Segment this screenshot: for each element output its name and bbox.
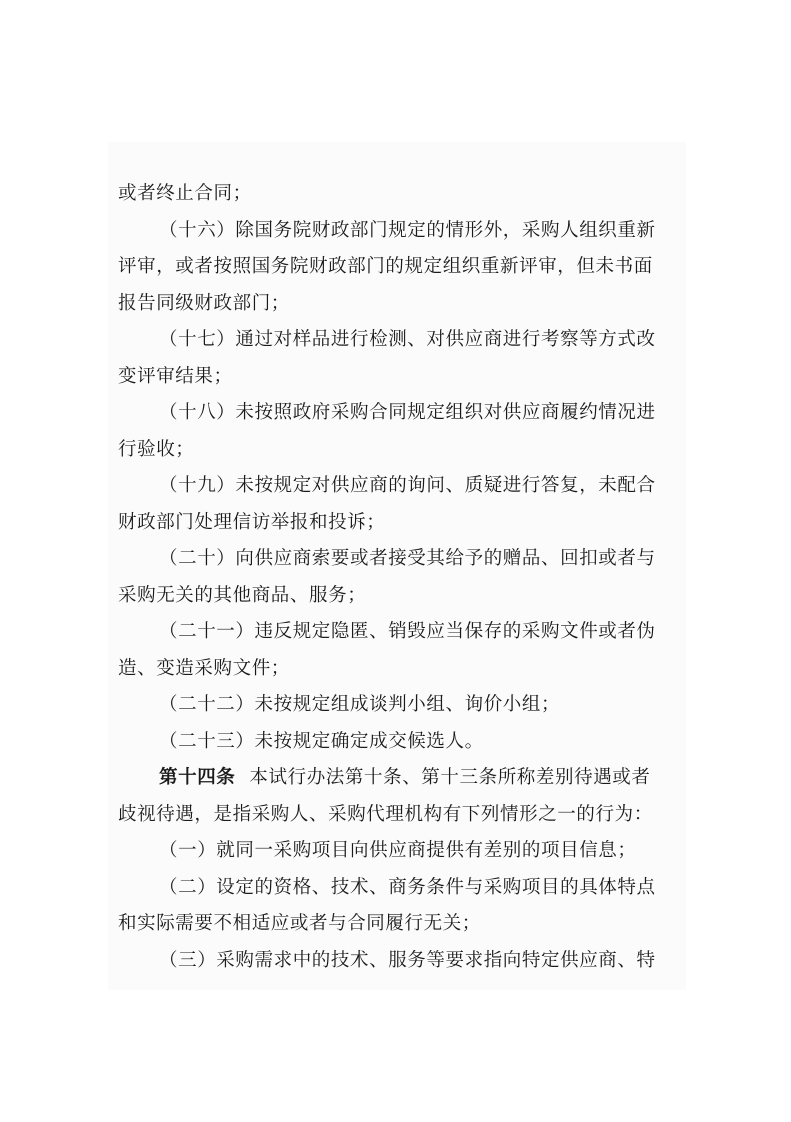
line-text: 报告同级财政部门； bbox=[118, 292, 290, 314]
text-line bbox=[118, 797, 686, 834]
text-line bbox=[118, 943, 686, 980]
text-line bbox=[118, 760, 686, 797]
line-text: （十八）未按照政府采购合同规定组织对供应商履约情况进 bbox=[159, 402, 656, 423]
text-line bbox=[118, 505, 686, 542]
text-line bbox=[118, 468, 686, 505]
line-text: 变评审结果； bbox=[118, 365, 233, 387]
line-text: （十六）除国务院财政部门规定的情形外，采购人组织重新 bbox=[159, 219, 656, 241]
line-text: （二十三）未按规定确定成交候选人。 bbox=[159, 730, 484, 752]
line-text: 本试行办法第十条、第十三条所称差别待遇或者 bbox=[249, 767, 651, 788]
text-line bbox=[118, 249, 686, 286]
line-text: （二）设定的资格、技术、商务条件与采购项目的具体特点 bbox=[159, 876, 656, 898]
line-text: 行验收； bbox=[118, 438, 195, 460]
line-text: 财政部门处理信访举报和投诉； bbox=[118, 511, 386, 533]
line-text: （二十二）未按规定组成谈判小组、询价小组； bbox=[159, 694, 561, 715]
text-line bbox=[118, 687, 686, 724]
text-line bbox=[118, 833, 686, 870]
line-text: 和实际需要不相适应或者与合同履行无关； bbox=[118, 913, 481, 934]
line-text: （十七）通过对样品进行检测、对供应商进行考察等方式改 bbox=[159, 329, 656, 350]
text-line bbox=[118, 359, 686, 396]
line-text: 造、变造采购文件； bbox=[118, 657, 290, 679]
text-line bbox=[118, 432, 686, 469]
line-text: 评审，或者按照国务院财政部门的规定组织重新评审，但未书面 bbox=[118, 256, 653, 277]
line-text: 或者终止合同； bbox=[118, 183, 252, 204]
line-text: 歧视待遇，是指采购人、采购代理机构有下列情形之一的行为： bbox=[118, 803, 653, 825]
text-line bbox=[118, 286, 686, 323]
text-line bbox=[118, 213, 686, 250]
text-line bbox=[118, 614, 686, 651]
text-line bbox=[118, 578, 686, 615]
text-line bbox=[118, 176, 686, 213]
text-line bbox=[118, 541, 686, 578]
line-text: （三）采购需求中的技术、服务等要求指向特定供应商、特 bbox=[159, 949, 656, 971]
text-line bbox=[118, 322, 686, 359]
document-body bbox=[118, 176, 686, 979]
line-text: （一）就同一采购项目向供应商提供有差别的项目信息； bbox=[159, 840, 637, 861]
line-text: 采购无关的其他商品、服务； bbox=[118, 584, 367, 606]
text-line bbox=[118, 724, 686, 761]
line-text: （二十）向供应商索要或者接受其给予的赠品、回扣或者与 bbox=[159, 548, 656, 569]
line-text: （十九）未按规定对供应商的询问、质疑进行答复，未配合 bbox=[159, 475, 656, 496]
article-heading: 第十四条 bbox=[159, 767, 236, 788]
text-line bbox=[118, 870, 686, 907]
text-line bbox=[118, 651, 686, 688]
line-text: （二十一）违反规定隐匿、销毁应当保存的采购文件或者伪 bbox=[159, 621, 656, 642]
text-line bbox=[118, 906, 686, 943]
text-line bbox=[118, 395, 686, 432]
